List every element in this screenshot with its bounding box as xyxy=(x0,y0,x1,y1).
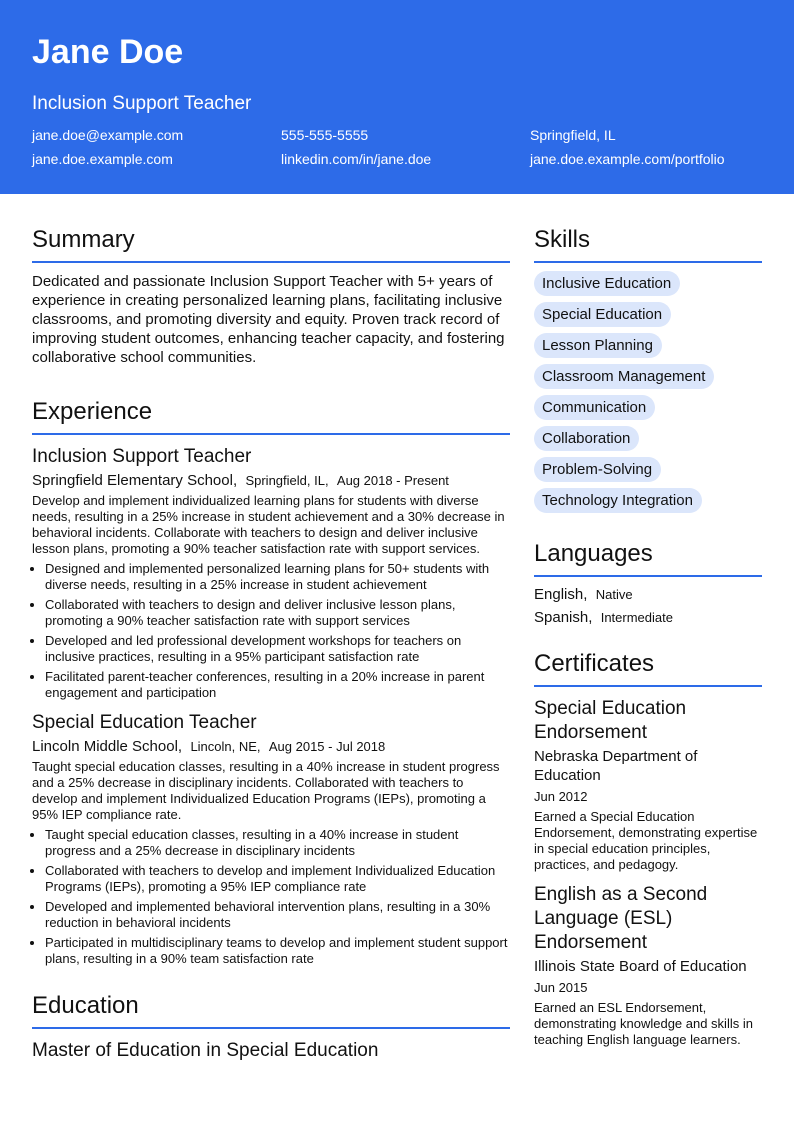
language-item xyxy=(534,608,762,627)
skills-list xyxy=(534,271,762,513)
languages-heading: Languages xyxy=(534,519,762,577)
certificates-heading: Certificates xyxy=(534,627,762,687)
skill-tag: Special Education xyxy=(534,302,671,327)
website-link[interactable]: jane.doe.example.com xyxy=(32,151,173,167)
linkedin-link[interactable]: linkedin.com/in/jane.doe xyxy=(281,151,432,167)
job-title: Special Education Teacher xyxy=(32,712,257,733)
certificate-issuer: Nebraska Department of Education xyxy=(534,748,698,784)
certificate-description: Earned an ESL Endorsement, demonstrating knowledge and skills in teaching English language learners. xyxy=(534,1000,753,1047)
job-dates: Aug 2015 - Jul 2018 xyxy=(268,739,386,754)
list-item: • Developed and implemented behavioral intervention plans, resulting in a 30% reduction in behavioral incidents xyxy=(45,899,510,931)
certificate-date: Jun 2015 xyxy=(534,980,588,995)
certificate-entry xyxy=(534,883,762,1048)
location: Springfield, IL xyxy=(530,127,616,143)
job-meta xyxy=(32,737,510,756)
job-location: Springfield, IL, xyxy=(245,473,329,488)
job-description: Taught special education classes, resulting in a 40% increase in student progress and a 25% decrease in disciplinary incidents. Collaborated with teachers to develop and implement Individualized Education Programs (IEPs), promoting a 95% IEP compliance rate. xyxy=(32,759,500,822)
language-name: Spanish, xyxy=(534,609,593,626)
skill-tag: Collaboration xyxy=(534,426,639,451)
language-item xyxy=(534,585,762,604)
summary-text: Dedicated and passionate Inclusion Support Teacher with 5+ years of experience in creating personalized learning plans, facilitating inclusive classrooms, and promoting diversity and equity. Proven track record of improving student outcomes, enhancing teacher capacity, and fostering collaborative school communities. xyxy=(32,273,505,366)
list-item: • Taught special education classes, resulting in a 40% increase in student progress and a 25% decrease in disciplinary incidents xyxy=(45,827,510,859)
job-company: Lincoln Middle School, xyxy=(32,738,183,755)
job-bullets xyxy=(32,827,510,967)
certificate-name: Special Education Endorsement xyxy=(534,698,687,743)
job-location: Lincoln, NE, xyxy=(190,739,261,754)
candidate-name: Jane Doe xyxy=(32,33,184,71)
email-link[interactable]: jane.doe@example.com xyxy=(32,127,184,143)
candidate-title: Inclusion Support Teacher xyxy=(32,93,252,114)
job-company: Springfield Elementary School, xyxy=(32,472,238,489)
skill-tag: Lesson Planning xyxy=(534,333,662,358)
job-entry xyxy=(32,445,510,701)
portfolio-link[interactable]: jane.doe.example.com/portfolio xyxy=(530,151,725,167)
certificate-entry xyxy=(534,697,762,873)
education-heading: Education xyxy=(32,971,510,1029)
list-item: • Developed and led professional development workshops for teachers on inclusive practices, resulting in a 95% participant satisfaction rate xyxy=(45,633,510,665)
list-item: • Participated in multidisciplinary teams to develop and implement student support plans, resulting in a 90% team satisfaction rate xyxy=(45,935,510,967)
skill-tag: Inclusive Education xyxy=(534,271,680,296)
experience-heading: Experience xyxy=(32,367,510,435)
language-name: English, xyxy=(534,586,588,603)
certificate-date: Jun 2012 xyxy=(534,789,588,804)
job-meta xyxy=(32,471,510,490)
resume-body xyxy=(0,194,794,1063)
skills-heading: Skills xyxy=(534,194,762,263)
skill-tag: Technology Integration xyxy=(534,488,702,513)
job-bullets xyxy=(32,561,510,701)
list-item: • Collaborated with teachers to develop and implement Individualized Education Programs (IEPs), promoting a 95% IEP compliance rate xyxy=(45,863,510,895)
left-column xyxy=(32,194,510,1063)
certificate-issuer: Illinois State Board of Education xyxy=(534,958,747,975)
job-description: Develop and implement individualized learning plans for students with diverse needs, resulting in a 25% increase in student achievement and a 30% decrease in behavioral incidents. Collaborate with teachers to design and deliver inclusive lesson plans, promoting a 90% teacher satisfaction rate with support services. xyxy=(32,493,505,556)
list-item: • Collaborated with teachers to design and deliver inclusive lesson plans, promoting a 90% teacher satisfaction rate with support services xyxy=(45,597,510,629)
job-title: Inclusion Support Teacher xyxy=(32,446,252,467)
language-level: Native xyxy=(595,587,633,602)
contact-info xyxy=(32,126,762,168)
skill-tag: Problem-Solving xyxy=(534,457,661,482)
right-column xyxy=(534,194,762,1063)
resume-header xyxy=(0,0,794,194)
list-item: • Designed and implemented personalized learning plans for 50+ students with diverse needs, resulting in a 25% increase in student achievement xyxy=(45,561,510,593)
summary-heading: Summary xyxy=(32,194,510,263)
job-dates: Aug 2018 - Present xyxy=(336,473,449,488)
certificate-name: English as a Second Language (ESL) Endorsement xyxy=(534,884,708,953)
certificate-description: Earned a Special Education Endorsement, demonstrating expertise in special education principles, practices, and pedagogy. xyxy=(534,809,758,872)
skill-tag: Communication xyxy=(534,395,655,420)
language-level: Intermediate xyxy=(600,610,673,625)
list-item: • Facilitated parent-teacher conferences, resulting in a 20% increase in parent engagement and participation xyxy=(45,669,510,701)
job-entry xyxy=(32,711,510,967)
skill-tag: Classroom Management xyxy=(534,364,714,389)
education-degree: Master of Education in Special Education xyxy=(32,1040,379,1061)
phone-number: 555-555-5555 xyxy=(281,127,369,143)
